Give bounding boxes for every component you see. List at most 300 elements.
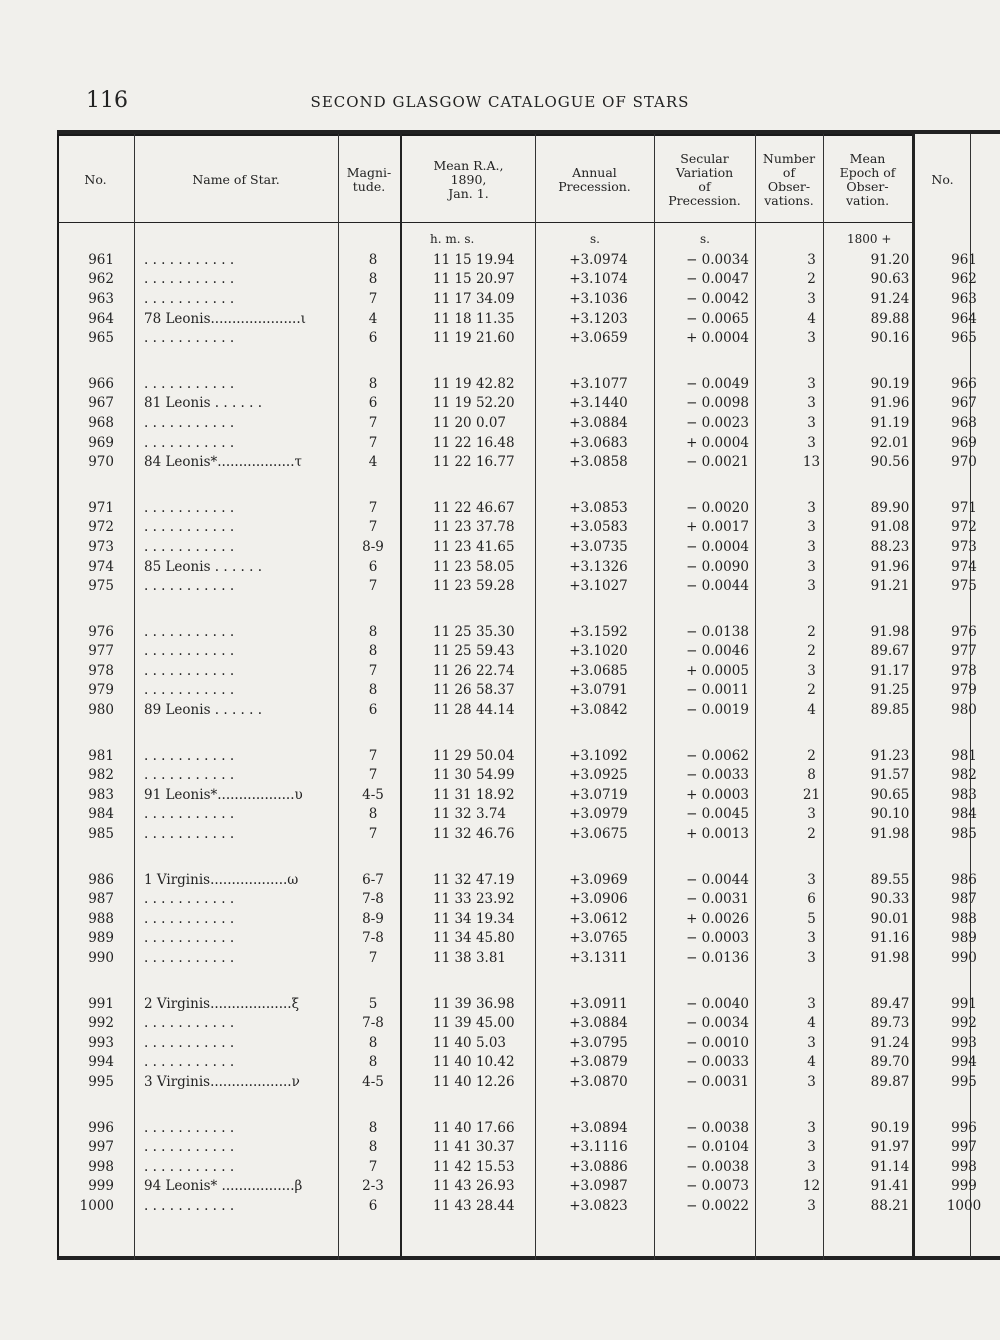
mean-epoch: 91.21 <box>870 578 910 595</box>
mean-epoch: 89.90 <box>870 499 910 516</box>
row-number: 989 <box>88 930 114 947</box>
mean-epoch: 90.19 <box>870 1119 910 1136</box>
mean-ra: 11 23 41.65 <box>433 538 515 555</box>
mean-ra: 11 25 59.43 <box>433 643 515 660</box>
row-number: 971 <box>88 499 114 516</box>
row-number: 984 <box>88 806 114 823</box>
star-name: . . . . . . . . . . . <box>144 271 235 288</box>
secular-variation: − 0.0034 <box>686 251 749 268</box>
row-number-right: 961 <box>951 251 977 268</box>
row-number: 961 <box>88 251 114 268</box>
row-number-right: 997 <box>951 1139 977 1156</box>
table-row <box>60 413 994 433</box>
annual-precession: +3.0823 <box>569 1197 628 1214</box>
group-spacer <box>60 472 994 498</box>
observation-count: 3 <box>807 375 816 392</box>
table-row <box>60 374 994 394</box>
row-number: 995 <box>88 1073 114 1090</box>
table-row <box>60 622 994 642</box>
mean-ra: 11 15 20.97 <box>433 271 515 288</box>
observation-count: 3 <box>807 930 816 947</box>
mean-epoch: 91.23 <box>870 747 910 764</box>
magnitude: 7 <box>368 1158 378 1175</box>
row-number: 968 <box>88 414 114 431</box>
star-name: . . . . . . . . . . . <box>144 747 235 764</box>
row-number-right: 978 <box>951 662 977 679</box>
table-row <box>60 518 994 538</box>
mean-epoch: 91.96 <box>870 395 910 412</box>
table-row <box>60 1072 994 1092</box>
magnitude: 8 <box>368 251 378 268</box>
table-row <box>60 909 994 929</box>
star-name: . . . . . . . . . . . <box>144 826 235 843</box>
magnitude: 7-8 <box>362 930 384 947</box>
mean-ra: 11 41 30.37 <box>433 1139 515 1156</box>
header-mean-ra: Mean R.A., 1890, Jan. 1. <box>433 158 504 201</box>
star-name: 85 Leonis . . . . . . <box>144 558 262 575</box>
table-row <box>60 889 994 909</box>
mean-ra: 11 19 42.82 <box>433 375 515 392</box>
annual-precession: +3.0683 <box>569 434 628 451</box>
annual-precession: +3.0795 <box>569 1034 628 1051</box>
mean-epoch: 91.57 <box>870 767 910 784</box>
magnitude: 7 <box>368 950 378 967</box>
row-number-right: 999 <box>951 1178 977 1195</box>
secular-variation: − 0.0047 <box>686 271 749 288</box>
magnitude: 8 <box>368 1119 378 1136</box>
magnitude: 8 <box>368 1139 378 1156</box>
mean-ra: 11 32 3.74 <box>433 806 506 823</box>
mean-ra: 11 15 19.94 <box>433 251 515 268</box>
table-row <box>60 433 994 453</box>
annual-precession: +3.1027 <box>569 578 628 595</box>
secular-variation: − 0.0049 <box>686 375 749 392</box>
unit-secular: s. <box>700 232 710 246</box>
observation-count: 5 <box>807 910 816 927</box>
table-row <box>60 661 994 681</box>
group-spacer <box>60 348 994 374</box>
row-number: 979 <box>88 682 114 699</box>
row-number-right: 993 <box>951 1034 977 1051</box>
mean-epoch: 91.41 <box>870 1178 910 1195</box>
secular-variation: − 0.0062 <box>686 747 749 764</box>
row-number: 963 <box>88 290 114 307</box>
row-number-right: 987 <box>951 891 977 908</box>
row-number: 999 <box>88 1178 114 1195</box>
mean-epoch: 91.96 <box>870 558 910 575</box>
secular-variation: + 0.0026 <box>686 910 749 927</box>
annual-precession: +3.1326 <box>569 558 628 575</box>
mean-ra: 11 19 52.20 <box>433 395 515 412</box>
mean-ra: 11 25 35.30 <box>433 623 515 640</box>
secular-variation: − 0.0098 <box>686 395 749 412</box>
table-row <box>60 824 994 844</box>
table-row <box>60 785 994 805</box>
mean-epoch: 89.87 <box>870 1073 910 1090</box>
annual-precession: +3.0987 <box>569 1178 628 1195</box>
mean-epoch: 89.55 <box>870 871 910 888</box>
observation-count: 21 <box>802 786 821 803</box>
mean-epoch: 90.56 <box>870 454 910 471</box>
magnitude: 4 <box>368 310 378 327</box>
mean-epoch: 91.98 <box>870 623 910 640</box>
mean-epoch: 90.63 <box>870 271 910 288</box>
mean-epoch: 90.33 <box>870 891 910 908</box>
table-row <box>60 289 994 309</box>
observation-count: 2 <box>807 826 816 843</box>
star-name: 94 Leonis* .................β <box>144 1178 303 1195</box>
magnitude: 8 <box>368 643 378 660</box>
secular-variation: − 0.0045 <box>686 806 749 823</box>
star-name: . . . . . . . . . . . <box>144 538 235 555</box>
secular-variation: + 0.0005 <box>686 662 749 679</box>
mean-epoch: 91.16 <box>870 930 910 947</box>
row-number-right: 963 <box>951 290 977 307</box>
secular-variation: − 0.0034 <box>686 1015 749 1032</box>
row-number: 969 <box>88 434 114 451</box>
row-number: 981 <box>88 747 114 764</box>
star-name: 3 Virginis...................ν <box>144 1073 300 1090</box>
annual-precession: +3.0884 <box>569 1015 628 1032</box>
table-row <box>60 765 994 785</box>
row-number: 998 <box>88 1158 114 1175</box>
row-number-right: 992 <box>951 1015 977 1032</box>
observation-count: 2 <box>807 623 816 640</box>
observation-count: 3 <box>807 1073 816 1090</box>
star-name: . . . . . . . . . . . <box>144 1139 235 1156</box>
mean-ra: 11 40 10.42 <box>433 1054 515 1071</box>
secular-variation: − 0.0004 <box>686 538 749 555</box>
star-name: . . . . . . . . . . . <box>144 643 235 660</box>
mean-ra: 11 22 16.48 <box>433 434 515 451</box>
secular-variation: + 0.0003 <box>686 786 749 803</box>
row-number-right: 970 <box>951 454 977 471</box>
header-observations: Number of Obser- vations. <box>762 151 816 208</box>
mean-epoch: 91.98 <box>870 950 910 967</box>
annual-precession: +3.1077 <box>569 375 628 392</box>
mean-epoch: 90.65 <box>870 786 910 803</box>
annual-precession: +3.1074 <box>569 271 628 288</box>
magnitude: 8 <box>368 375 378 392</box>
secular-variation: − 0.0031 <box>686 891 749 908</box>
secular-variation: − 0.0022 <box>686 1197 749 1214</box>
mean-ra: 11 23 59.28 <box>433 578 515 595</box>
mean-epoch: 89.88 <box>870 310 910 327</box>
row-number-right: 986 <box>951 871 977 888</box>
magnitude: 7 <box>368 519 378 536</box>
star-name: . . . . . . . . . . . <box>144 330 235 347</box>
star-name: . . . . . . . . . . . <box>144 290 235 307</box>
table-row <box>60 642 994 662</box>
annual-precession: +3.1116 <box>569 1139 628 1156</box>
mean-ra: 11 32 47.19 <box>433 871 515 888</box>
row-number-right: 971 <box>951 499 977 516</box>
observation-count: 3 <box>807 950 816 967</box>
mean-epoch: 89.67 <box>870 643 910 660</box>
table-row <box>60 870 994 890</box>
star-name: . . . . . . . . . . . <box>144 806 235 823</box>
magnitude: 8 <box>368 806 378 823</box>
mean-ra: 11 38 3.81 <box>433 950 506 967</box>
annual-precession: +3.0675 <box>569 826 628 843</box>
magnitude: 8 <box>368 682 378 699</box>
annual-precession: +3.1092 <box>569 747 628 764</box>
mean-ra: 11 42 15.53 <box>433 1158 515 1175</box>
table-row <box>60 929 994 949</box>
star-name: . . . . . . . . . . . <box>144 434 235 451</box>
row-number-right: 973 <box>951 538 977 555</box>
row-number: 982 <box>88 767 114 784</box>
running-head: SECOND GLASGOW CATALOGUE OF STARS <box>310 93 690 111</box>
observation-count: 3 <box>807 1197 816 1214</box>
unit-epoch: 1800 + <box>847 232 892 246</box>
star-name: . . . . . . . . . . . <box>144 891 235 908</box>
observation-count: 3 <box>807 395 816 412</box>
mean-ra: 11 39 36.98 <box>433 995 515 1012</box>
star-name: . . . . . . . . . . . <box>144 578 235 595</box>
mean-epoch: 89.70 <box>870 1054 910 1071</box>
annual-precession: +3.0925 <box>569 767 628 784</box>
mean-ra: 11 28 44.14 <box>433 702 515 719</box>
row-number-right: 975 <box>951 578 977 595</box>
mean-ra: 11 23 58.05 <box>433 558 515 575</box>
row-number: 973 <box>88 538 114 555</box>
row-number: 996 <box>88 1119 114 1136</box>
magnitude: 5 <box>368 995 378 1012</box>
row-number: 972 <box>88 519 114 536</box>
mean-ra: 11 34 19.34 <box>433 910 515 927</box>
magnitude: 6-7 <box>362 871 384 888</box>
annual-precession: +3.0719 <box>569 786 628 803</box>
mean-epoch: 91.17 <box>870 662 910 679</box>
table-row <box>60 537 994 557</box>
mean-epoch: 88.21 <box>870 1197 910 1214</box>
row-number-right: 980 <box>951 702 977 719</box>
observation-count: 3 <box>807 578 816 595</box>
mean-epoch: 91.08 <box>870 519 910 536</box>
annual-precession: +3.1311 <box>569 950 628 967</box>
mean-epoch: 90.16 <box>870 330 910 347</box>
row-number-right: 976 <box>951 623 977 640</box>
secular-variation: − 0.0021 <box>686 454 749 471</box>
table-row <box>60 994 994 1014</box>
observation-count: 3 <box>807 330 816 347</box>
table-row <box>60 746 994 766</box>
secular-variation: − 0.0033 <box>686 1054 749 1071</box>
annual-precession: +3.0765 <box>569 930 628 947</box>
observation-count: 4 <box>807 1015 816 1032</box>
row-number: 994 <box>88 1054 114 1071</box>
magnitude: 6 <box>368 395 378 412</box>
row-number: 980 <box>88 702 114 719</box>
mean-ra: 11 33 23.92 <box>433 891 515 908</box>
row-number: 976 <box>88 623 114 640</box>
annual-precession: +3.1020 <box>569 643 628 660</box>
observation-count: 3 <box>807 558 816 575</box>
magnitude: 6 <box>368 330 378 347</box>
secular-variation: − 0.0104 <box>686 1139 749 1156</box>
secular-variation: − 0.0138 <box>686 623 749 640</box>
observation-count: 3 <box>807 290 816 307</box>
star-name: 91 Leonis*..................υ <box>144 786 303 803</box>
row-number: 990 <box>88 950 114 967</box>
header-secular-variation: Secular Variation of Precession. <box>668 151 741 208</box>
observation-count: 4 <box>807 1054 816 1071</box>
observation-count: 13 <box>802 454 821 471</box>
star-name: 84 Leonis*..................τ <box>144 454 302 471</box>
star-name: . . . . . . . . . . . <box>144 910 235 927</box>
secular-variation: − 0.0019 <box>686 702 749 719</box>
row-number-right: 962 <box>951 271 977 288</box>
observation-count: 3 <box>807 434 816 451</box>
table-row <box>60 328 994 348</box>
annual-precession: +3.0911 <box>569 995 628 1012</box>
table-row <box>60 681 994 701</box>
table-row <box>60 498 994 518</box>
table-row <box>60 700 994 720</box>
header-no-right: No. <box>931 172 954 187</box>
mean-ra: 11 30 54.99 <box>433 767 515 784</box>
row-number-right: 994 <box>951 1054 977 1071</box>
row-number: 970 <box>88 454 114 471</box>
table-row <box>60 394 994 414</box>
observation-count: 3 <box>807 1139 816 1156</box>
table-row <box>60 1157 994 1177</box>
header-magnitude: Magni- tude. <box>346 165 392 194</box>
secular-variation: − 0.0046 <box>686 643 749 660</box>
secular-variation: − 0.0023 <box>686 414 749 431</box>
secular-variation: + 0.0017 <box>686 519 749 536</box>
magnitude: 4 <box>368 454 378 471</box>
annual-precession: +3.0870 <box>569 1073 628 1090</box>
mean-ra: 11 40 17.66 <box>433 1119 515 1136</box>
row-number-right: 984 <box>951 806 977 823</box>
annual-precession: +3.0879 <box>569 1054 628 1071</box>
mean-epoch: 91.14 <box>870 1158 910 1175</box>
secular-variation: − 0.0040 <box>686 995 749 1012</box>
annual-precession: +3.0685 <box>569 662 628 679</box>
row-number: 991 <box>88 995 114 1012</box>
secular-variation: − 0.0044 <box>686 578 749 595</box>
secular-variation: + 0.0004 <box>686 330 749 347</box>
table-row <box>60 805 994 825</box>
magnitude: 8 <box>368 271 378 288</box>
star-name: . . . . . . . . . . . <box>144 1054 235 1071</box>
row-number: 978 <box>88 662 114 679</box>
mean-epoch: 92.01 <box>870 434 910 451</box>
row-number: 983 <box>88 786 114 803</box>
annual-precession: +3.0583 <box>569 519 628 536</box>
observation-count: 3 <box>807 1158 816 1175</box>
observation-count: 2 <box>807 271 816 288</box>
row-number-right: 969 <box>951 434 977 451</box>
row-number-right: 988 <box>951 910 977 927</box>
magnitude: 8-9 <box>362 910 384 927</box>
annual-precession: +3.0894 <box>569 1119 628 1136</box>
star-name: . . . . . . . . . . . <box>144 499 235 516</box>
annual-precession: +3.0886 <box>569 1158 628 1175</box>
table-row <box>60 1053 994 1073</box>
mean-ra: 11 17 34.09 <box>433 290 515 307</box>
star-name: . . . . . . . . . . . <box>144 623 235 640</box>
secular-variation: − 0.0065 <box>686 310 749 327</box>
mean-ra: 11 43 28.44 <box>433 1197 515 1214</box>
mean-ra: 11 23 37.78 <box>433 519 515 536</box>
annual-precession: +3.0979 <box>569 806 628 823</box>
row-number-right: 977 <box>951 643 977 660</box>
magnitude: 7 <box>368 499 378 516</box>
mean-ra: 11 20 0.07 <box>433 414 506 431</box>
star-name: 1 Virginis..................ω <box>144 871 299 888</box>
row-number: 992 <box>88 1015 114 1032</box>
table-row <box>60 250 994 270</box>
annual-precession: +3.0858 <box>569 454 628 471</box>
star-name: . . . . . . . . . . . <box>144 251 235 268</box>
annual-precession: +3.0853 <box>569 499 628 516</box>
header-name: Name of Star. <box>192 172 280 187</box>
star-catalogue-table <box>60 250 994 1216</box>
group-spacer <box>60 1092 994 1118</box>
mean-ra: 11 26 22.74 <box>433 662 515 679</box>
row-number-right: 1000 <box>946 1197 982 1214</box>
group-spacer <box>60 968 994 994</box>
table-row <box>60 557 994 577</box>
header-mean-epoch: Mean Epoch of Obser- vation. <box>839 151 896 208</box>
secular-variation: − 0.0031 <box>686 1073 749 1090</box>
star-name: . . . . . . . . . . . <box>144 414 235 431</box>
star-name: . . . . . . . . . . . <box>144 1119 235 1136</box>
magnitude: 2-3 <box>362 1178 384 1195</box>
mean-ra: 11 43 26.93 <box>433 1178 515 1195</box>
observation-count: 3 <box>807 1119 816 1136</box>
row-number-right: 974 <box>951 558 977 575</box>
group-spacer <box>60 720 994 746</box>
observation-count: 3 <box>807 414 816 431</box>
secular-variation: − 0.0038 <box>686 1119 749 1136</box>
star-name: . . . . . . . . . . . <box>144 375 235 392</box>
magnitude: 7 <box>368 290 378 307</box>
magnitude: 7 <box>368 747 378 764</box>
star-name: . . . . . . . . . . . <box>144 662 235 679</box>
mean-epoch: 91.20 <box>870 251 910 268</box>
row-number: 966 <box>88 375 114 392</box>
star-name: . . . . . . . . . . . <box>144 1197 235 1214</box>
star-name: 78 Leonis.....................ι <box>144 310 306 327</box>
table-row <box>60 309 994 329</box>
row-number: 965 <box>88 330 114 347</box>
secular-variation: − 0.0011 <box>686 682 749 699</box>
row-number-right: 981 <box>951 747 977 764</box>
magnitude: 8 <box>368 1034 378 1051</box>
secular-variation: − 0.0020 <box>686 499 749 516</box>
table-row <box>60 576 994 596</box>
annual-precession: +3.0842 <box>569 702 628 719</box>
observation-count: 2 <box>807 682 816 699</box>
row-number-right: 998 <box>951 1158 977 1175</box>
observation-count: 8 <box>807 767 816 784</box>
secular-variation: + 0.0004 <box>686 434 749 451</box>
mean-epoch: 90.01 <box>870 910 910 927</box>
table-row <box>60 452 994 472</box>
observation-count: 3 <box>807 662 816 679</box>
magnitude: 7 <box>368 434 378 451</box>
secular-variation: + 0.0013 <box>686 826 749 843</box>
mean-epoch: 91.98 <box>870 826 910 843</box>
group-spacer <box>60 596 994 622</box>
mean-ra: 11 22 46.67 <box>433 499 515 516</box>
star-name: . . . . . . . . . . . <box>144 682 235 699</box>
annual-precession: +3.0659 <box>569 330 628 347</box>
